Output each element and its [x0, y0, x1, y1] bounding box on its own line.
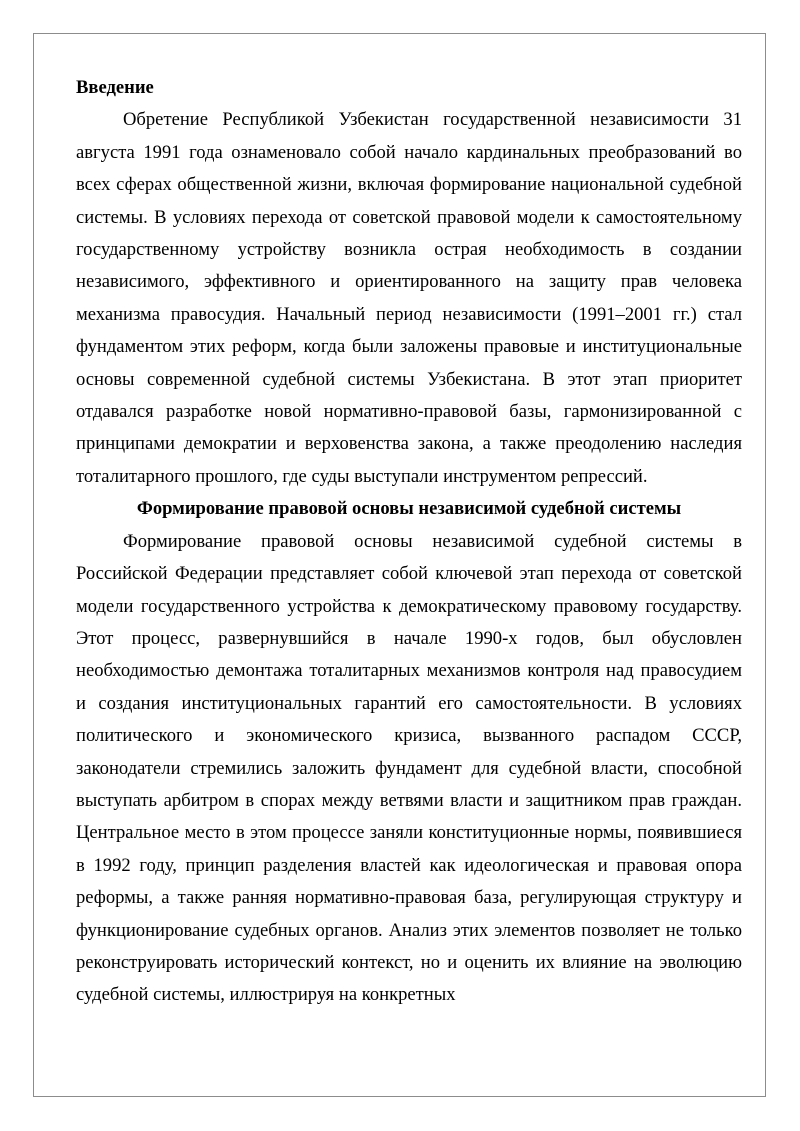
heading-introduction: Введение — [76, 77, 154, 98]
paragraph-legal-basis: Формирование правовой основы независимой судебной системы в Российской Федерации представляет собой ключевой этап перехода от советской модели государственного устройства к демократическому правовому государству. Этот процесс, развернувшийся в начале 1990-х годов, был обусловлен необходимостью демонтажа тоталитарных механизмов контроля над правосудием и создания институциональных гарантий его самостоятельности. В условиях политического и экономического кризиса, вызванного распадом СССР, законодатели стремились заложить фундамент для судебной власти, способной выступать арбитром в спорах между ветвями власти и защитником прав граждан. Центральное место в этом процессе заняли конституционные нормы, появившиеся в 1992 году, принцип разделения властей как идеологическая и правовая опора реформы, а также ранняя нормативно-правовая база, регулирующая структуру и функционирование судебных органов. Анализ этих элементов позволяет не только реконструировать исторический контекст, но и оценить их влияние на эволюцию судебной системы, иллюстрируя на конкретных — [76, 530, 742, 1006]
heading-section-legal-basis: Формирование правовой основы независимой судебной системы — [136, 498, 682, 520]
paragraph-introduction: Обретение Республикой Узбекистан государственной независимости 31 августа 1991 года ознаменовало собой начало кардинальных преобразований во всех сферах общественной жизни, включая формирование национальной судебной системы. В условиях перехода от советской правовой модели к самостоятельному государственному устройству возникла острая необходимость в создании независимого, эффективного и ориентированного на защиту прав человека механизма правосудия. Начальный период независимости (1991–2001 гг.) стал фундаментом этих реформ, когда были заложены правовые и институциональные основы современной судебной системы Узбекистана. В этот этап приоритет отдавался разработке новой нормативно-правовой базы, гармонизированной с принципами демократии и верховенства закона, а также преодолению наследия тоталитарного прошлого, где суды выступали инструментом репрессий. — [76, 109, 742, 487]
document-body — [76, 72, 742, 1012]
